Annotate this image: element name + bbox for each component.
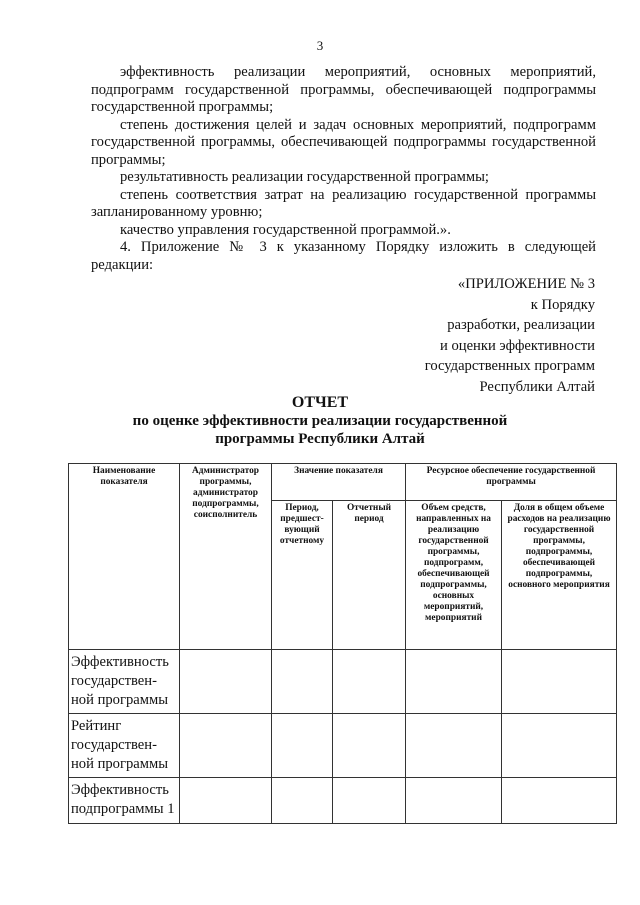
body-text [91,64,596,274]
paragraph-item-4: 4. Приложение № 3 к указанному Порядку изложить в следующей редакции: [91,239,596,273]
empty-cell [333,714,406,778]
paragraph-goals-degree: степень достижения целей и задач основных мероприятий, подпрограмм государственной программы, обеспечивающей подпрограммы государственной программы; [91,116,596,168]
empty-cell [180,650,272,714]
header-previous-period: Период, предшест-вующий отчетному [272,501,333,650]
row-name-cell: Рейтинг государствен-ной программы [69,714,180,778]
table-row [69,650,617,714]
empty-cell [180,778,272,824]
appendix-line: к Порядку [530,296,595,313]
empty-cell [502,650,617,714]
appendix-line: «ПРИЛОЖЕНИЕ № 3 [457,276,595,292]
empty-cell [502,714,617,778]
header-indicator-name: Наименование показателя [69,464,180,650]
paragraph-performance: результативность реализации государственной программы; [120,169,489,185]
report-title [0,394,640,448]
appendix-heading [295,274,595,397]
report-subtitle-line: по оценке эффективности реализации государственной [132,413,508,429]
empty-cell [272,650,333,714]
empty-cell [406,650,502,714]
paragraph-management-quality: качество управления государственной программой.». [120,221,451,238]
paragraph-costs: степень соответствия затрат на реализацию государственной программы запланированному уровню; [91,186,596,220]
table-row [69,778,617,824]
header-resource-provision: Ресурсное обеспечение государственной программы [406,464,617,501]
empty-cell [180,714,272,778]
empty-cell [272,714,333,778]
header-indicator-value: Значение показателя [272,464,406,501]
report-table [68,463,617,824]
header-expense-share: Доля в общем объеме расходов на реализацию государственной программы, подпрограммы, обеспечивающей подпрограммы, основного мероприятия [502,501,617,650]
empty-cell [406,714,502,778]
paragraph-efficiency: эффективность реализации мероприятий, основных мероприятий, подпрограмм государственной программы, обеспечивающей подпрограммы государственной программы; [91,64,596,115]
header-administrator: Администратор программы, администратор подпрограммы, соисполнитель [180,464,272,650]
header-funds-volume: Объем средств, направленных на реализацию государственной программы, подпрограмм, обеспечивающей подпрограммы, основных мероприятий, мероприятий [406,501,502,650]
empty-cell [272,778,333,824]
page-number: 3 [316,38,324,53]
table-row [69,714,617,778]
report-subtitle-line: программы Республики Алтай [215,431,425,447]
empty-cell [333,778,406,824]
empty-cell [502,778,617,824]
row-name-cell: Эффективность подпрограммы 1 [69,778,180,824]
appendix-line: разработки, реализации [447,317,595,333]
row-name-cell: Эффективность государствен-ной программы [69,650,180,714]
report-title-line: ОТЧЕТ [291,394,349,411]
appendix-line: государственных программ [424,358,595,374]
header-report-period: Отчетный период [333,501,406,650]
empty-cell [333,650,406,714]
empty-cell [406,778,502,824]
appendix-line: и оценки эффективности [440,337,595,354]
appendix-line: Республики Алтай [479,378,595,395]
